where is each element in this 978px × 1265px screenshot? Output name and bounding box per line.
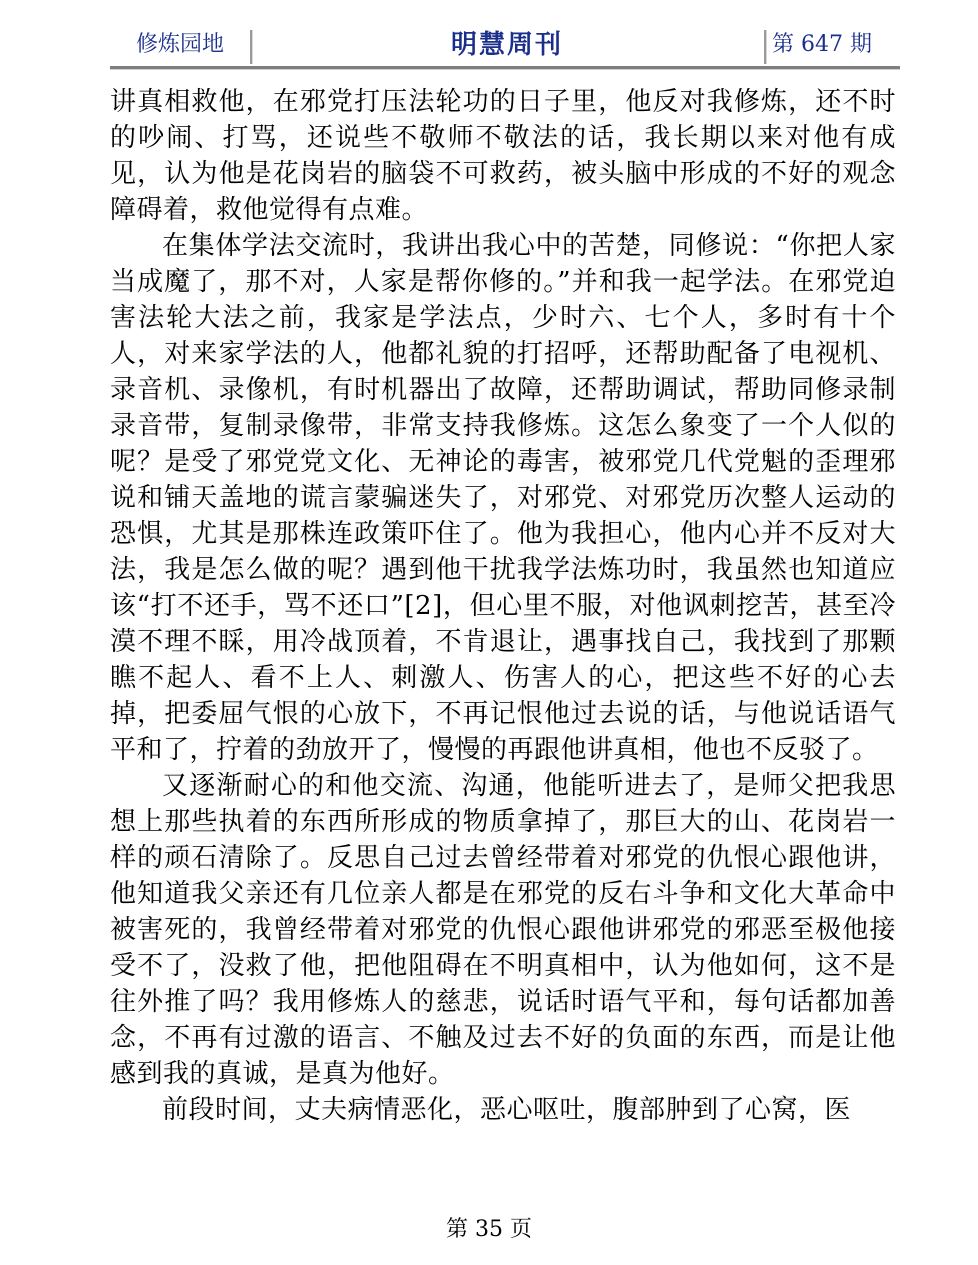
- paragraph: 在集体学法交流时，我讲出我心中的苦楚，同修说：“你把人家当成魔了，那不对，人家是帮你修的。”并和我一起学法。在邪党迫害法轮大法之前，我家是学法点，少时六、七个人，多时有十个人，对来家学法的人，他都礼貌的打招呼，还帮助配备了电视机、录音机、录像机，有时机器出了故障，还帮助调试，帮助同修录制录音带，复制录像带，非常支持我修炼。这怎么象变了一个人似的呢？是受了邪党党文化、无神论的毒害，被邪党几代党魁的歪理邪说和铺天盖地的谎言蒙骗迷失了，对邪党、对邪党历次整人运动的恐惧，尤其是那株连政策吓住了。他为我担心，他内心并不反对大法，我是怎么做的呢？遇到他干扰我学法炼功时，我虽然也知道应该“打不还手，骂不还口”[2]，但心里不服，对他讽刺挖苦，甚至冷漠不理不睬，用冷战顶着，不肯退让，遇事找自己，我找到了那颗瞧不起人、看不上人、刺激人、伤害人的心，把这些不好的心去掉，把委屈气恨的心放下，不再记恨他过去说的话，与他说话语气平和了，拧着的劲放开了，慢慢的再跟他讲真相，他也不反驳了。: [110, 231, 896, 765]
- issue-number: 第 647 期: [772, 32, 872, 57]
- paragraph: 讲真相救他，在邪党打压法轮功的日子里，他反对我修炼，还不时的吵闹、打骂，还说些不敬师不敬法的话，我长期以来对他有成见，认为他是花岗岩的脑袋不可救药，被头脑中形成的不好的观念障碍着，救他觉得有点难。: [110, 87, 896, 225]
- article-body: [110, 84, 896, 1128]
- page-number: 第 35 页: [446, 1217, 532, 1242]
- page-header: [110, 26, 900, 68]
- paragraph: 又逐渐耐心的和他交流、沟通，他能听进去了，是师父把我思想上那些执着的东西所形成的物质拿掉了，那巨大的山、花岗岩一样的顽石清除了。反思自己过去曾经带着对邪党的仇恨心跟他讲，他知道我父亲还有几位亲人都是在邪党的反右斗争和文化大革命中被害死的，我曾经带着对邪党的仇恨心跟他讲邪党的邪恶至极他接受不了，没救了他，把他阻碍在不明真相中，认为他如何，这不是往外推了吗？我用修炼人的慈悲，说话时语气平和，每句话都加善念，不再有过激的语言、不触及过去不好的负面的东西，而是让他感到我的真诚，是真为他好。: [110, 771, 896, 1089]
- publication-title: 明慧周刊: [450, 30, 563, 60]
- section-name: 修炼园地: [135, 32, 224, 57]
- paragraph: 前段时间，丈夫病情恶化，恶心呕吐，腹部肿到了心窝，医: [162, 1095, 852, 1125]
- header-rule: [110, 66, 900, 70]
